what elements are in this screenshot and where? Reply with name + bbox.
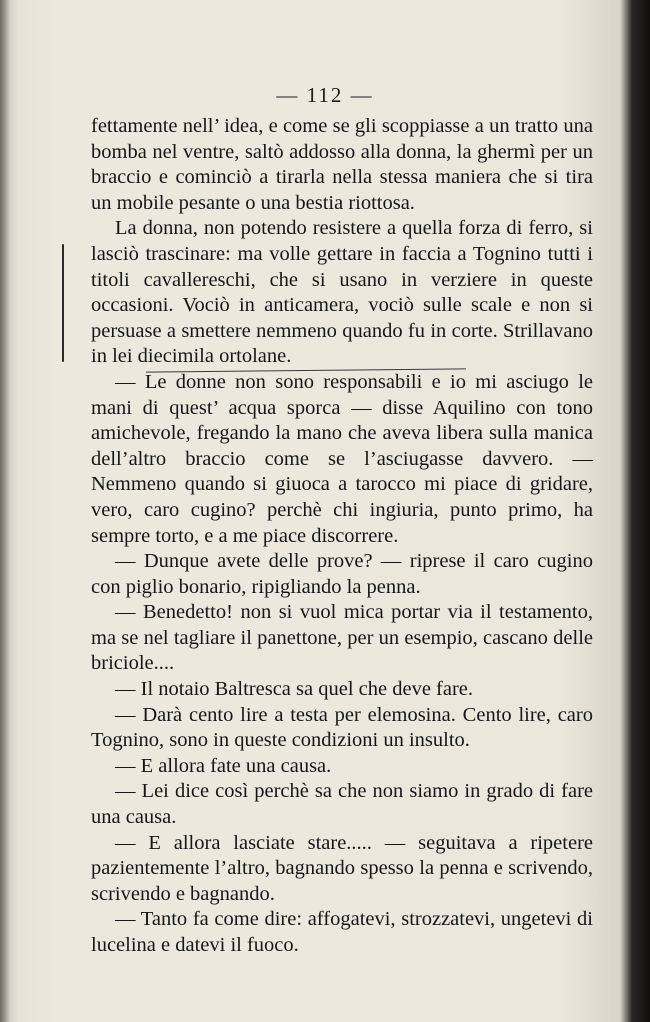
paragraph: — Dunque avete delle prove? — riprese il caro cugino con piglio bonario, ripigliando la penna. (91, 550, 593, 598)
paragraph: — Darà cento lire a testa per elemosina. Cento lire, caro Tognino, sono in queste condizioni un insulto. (91, 703, 593, 752)
binding-shadow (0, 0, 10, 1022)
paragraph: — E allora lasciate stare..... — seguitava a ripetere pazientemente l’altro, bagnando spesso la penna e scrivendo, scrivendo e bagnando. (91, 831, 593, 905)
paragraph: — E allora fate una causa. (115, 754, 332, 777)
margin-pencil-mark (62, 244, 64, 362)
paragraph: — Tanto fa come dire: affogatevi, strozzatevi, ungetevi di lucelina e datevi il fuoco. (91, 908, 593, 956)
paragraph: — Le donne non sono responsabili e io mi asciugo le mani di quest’ acqua sporca — disse Aquilino con tono amichevole, fregando la mano che aveva libera sulla manica dell’altro braccio come se l’asciugasse davvero. — Nemmeno quando si giuoca a tarocco mi piace di gridare, vero, caro cugino? perchè chi ingiuria, punto primo, ha sempre torto, e a me piace discorrere. (91, 370, 593, 547)
page-number: — 112 — (276, 83, 374, 107)
paragraph: — Lei dice così perchè sa che non siamo in grado di fare una causa. (91, 780, 593, 829)
body-text (91, 114, 593, 959)
paragraph: La donna, non potendo resistere a quella forza di ferro, si lasciò trascinare: ma volle gettare in faccia a Tognino tutti i titoli cavallereschi, che si usano in verziere in queste occasioni. Vociò in anticamera, vociò sulle scale e non si persuase a smettere nemmeno quando fu in corte. Strillavano in lei diecimila ortolane. (91, 217, 593, 368)
paragraph: fettamente nell’ idea, e come se gli scoppiasse a un tratto una bomba nel ventre, saltò addosso alla donna, la ghermì per un braccio e cominciò a tirarla nella stessa maniera che si tira un mobile pesante o una bestia riottosa. (91, 115, 593, 214)
paragraph: — Benedetto! non si vuol mica portar via il testamento, ma se nel tagliare il panettone, per un esempio, cascano delle briciole.... (91, 601, 593, 675)
paragraph: — Il notaio Baltresca sa quel che deve fare. (115, 678, 474, 701)
